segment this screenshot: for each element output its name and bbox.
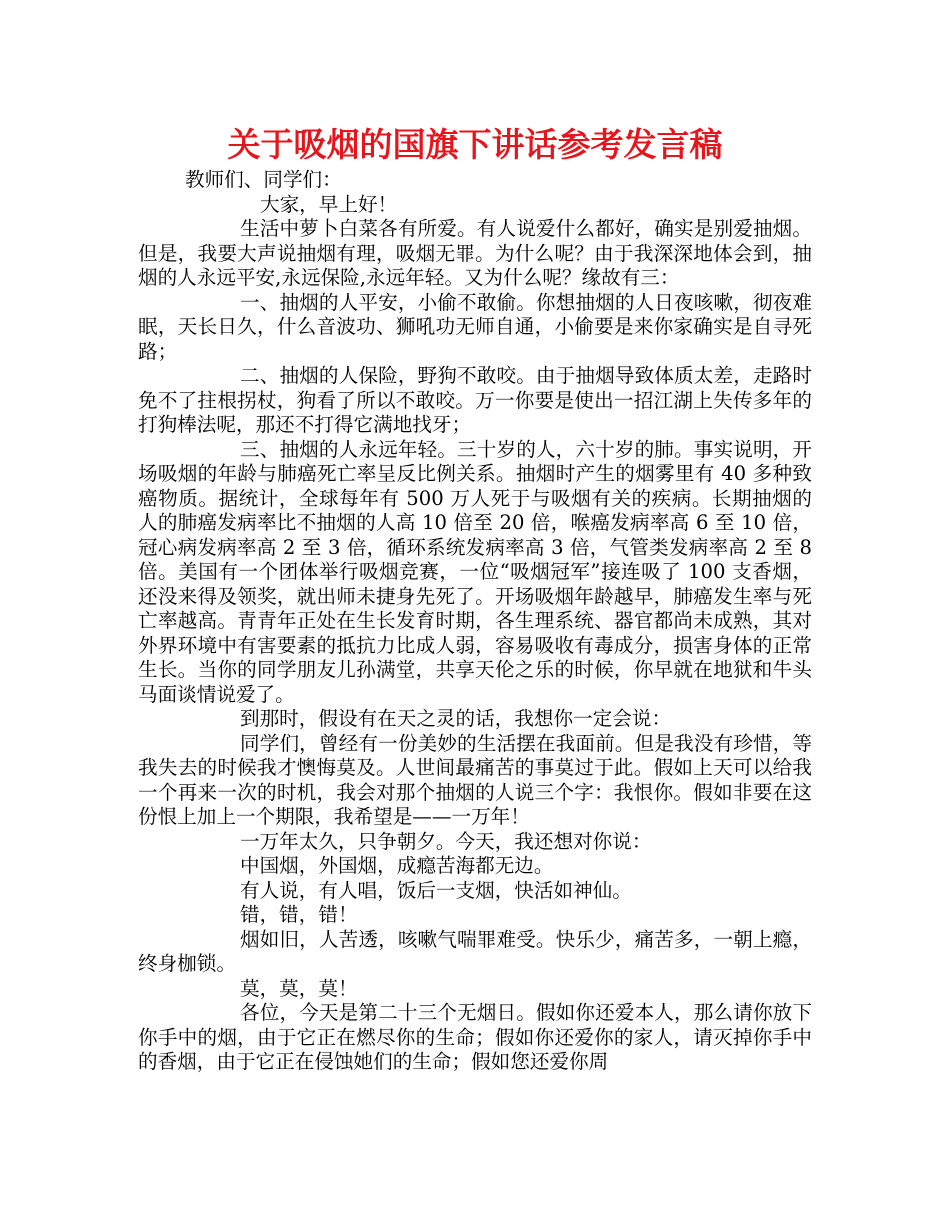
paragraph-3: 二、抽烟的人保险，野狗不敢咬。由于抽烟导致体质太差，走路时免不了拄根拐杖，狗看了所以不敢咬。万一你要是使出一招江湖上失传多年的打狗棒法呢，那还不打得它满地找牙； [138, 364, 812, 436]
paragraph-8: 中国烟，外国烟，成瘾苦海都无边。 [240, 854, 554, 877]
paragraph-11: 烟如旧，人苦透，咳嗽气喘罪难受。快乐少，痛苦多，一朝上瘾，终身枷锁。 [138, 927, 812, 975]
paragraph-4: 三、抽烟的人永远年轻。三十岁的人，六十岁的肺。事实说明，开场吸烟的年龄与肺癌死亡率呈反比例关系。抽烟时产生的烟雾里有 40 多种致癌物质。据统计，全球每年有 500 万人死于与吸烟有关的疾病。长期抽烟的人的肺癌发病率比不抽烟的人高 10 倍至 20 倍，喉癌发病率高 6 至 10 倍，冠心病发病率高 2 至 3 倍，循环系统发病率高 3 倍，气管类发病率高 2 至 8 倍。美国有一个团体举行吸烟竞赛，一位“吸烟冠军”接连吸了 100 支香烟，还没来得及领奖，就出师未捷身先死了。开场吸烟年龄越早，肺癌发生率与死亡率越高。青青年正处在生长发育时期，各生理系统、器官都尚未成熟，其对外界环境中有害要素的抵抗力比成人弱，容易吸收有毒成分，损害身体的正常生长。当你的同学朋友儿孙满堂，共享天伦之乐的时候，你早就在地狱和牛头马面谈情说爱了。 [138, 437, 812, 706]
paragraph-2: 一、抽烟的人平安，小偷不敢偷。你想抽烟的人日夜咳嗽，彻夜难眠，天长日久，什么音波功、狮吼功无师自通，小偷要是来你家确实是自寻死路； [138, 290, 812, 363]
paragraph-10: 错，错，错！ [240, 903, 358, 926]
paragraph-12: 莫，莫，莫！ [240, 976, 358, 1000]
paragraph-5: 到那时，假设有在天之灵的话，我想你一定会说： [240, 707, 672, 730]
document-title: 关于吸烟的国旗下讲话参考发言稿 [227, 125, 723, 164]
paragraph-6: 同学们，曾经有一份美妙的生活摆在我面前。但是我没有珍惜，等我失去的时候我才懊悔莫及。人世间最痛苦的事莫过于此。假如上天可以给我一个再来一次的时机，我会对那个抽烟的人说三个字：我恨你。假如非要在这份恨上加上一个期限，我希望是——一万年！ [138, 731, 812, 828]
paragraph-1: 生活中萝卜白菜各有所爱。有人说爱什么都好，确实是别爱抽烟。但是，我要大声说抽烟有理，吸烟无罪。为什么呢？由于我深深地体会到，抽烟的人永远平安,永远保险,永远年轻。又为什么呢？缘故有三： [138, 217, 812, 289]
paragraph-9: 有人说，有人唱，饭后一支烟，快活如神仙。 [240, 878, 632, 902]
salutation: 教师们、同学们： [185, 168, 342, 191]
document-body [138, 168, 812, 1075]
paragraph-7: 一万年太久，只争朝夕。今天，我还想对你说： [240, 829, 652, 853]
paragraph-13: 各位，今天是第二十三个无烟日。假如你还爱本人，那么请你放下你手中的烟，由于它正在燃尽你的生命；假如你还爱你的家人，请灭掉你手中的香烟，由于它正在侵蚀她们的生命；假如您还爱你周 [138, 1001, 812, 1073]
greeting: 大家，早上好！ [260, 192, 398, 216]
